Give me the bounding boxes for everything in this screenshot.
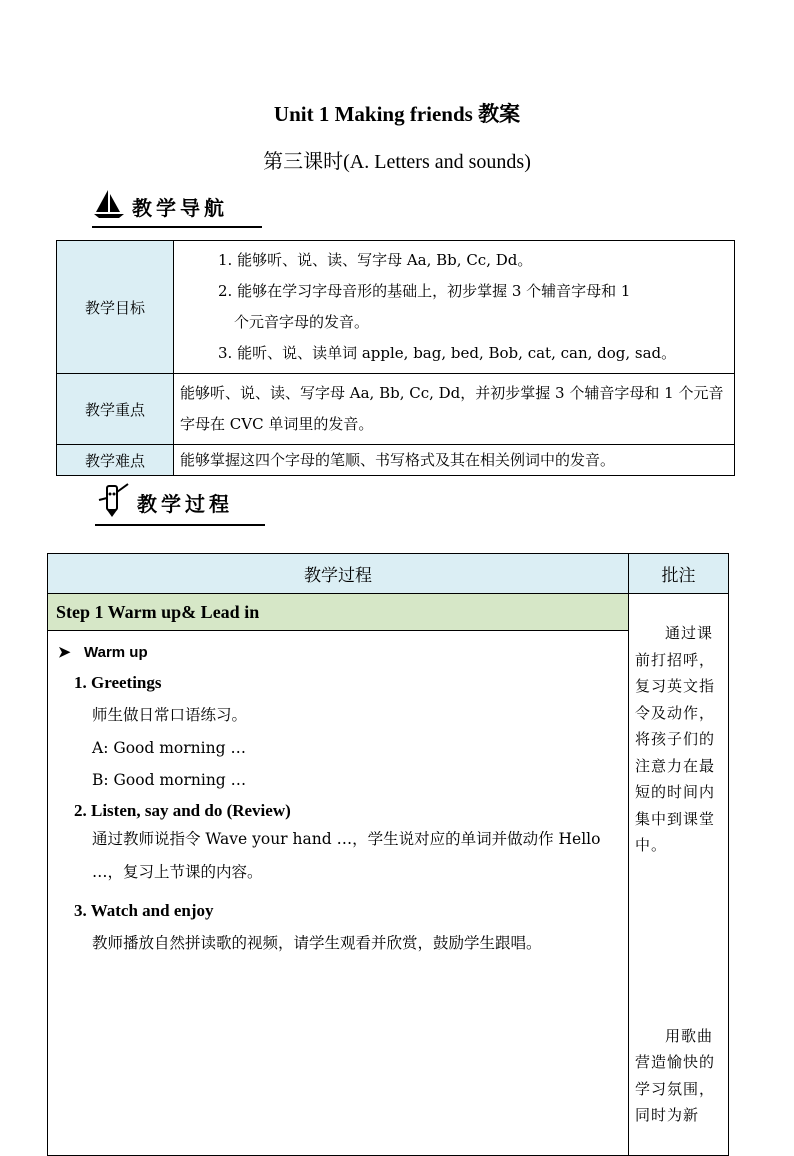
goal-3: 3. 能听、说、读单词 apple, bag, bed, Bob, cat, can, dog, sad。 — [218, 344, 677, 362]
item-3-desc: 教师播放自然拼读歌的视频，请学生观看并欣赏，鼓励学生跟唱。 — [92, 934, 542, 952]
pencil-figure-icon — [95, 482, 131, 522]
item-1-desc: 师生做日常口语练习。 — [92, 706, 248, 724]
difficult-label: 教学难点 — [57, 445, 174, 476]
note-2: 用歌曲营造愉快的学习氛围，同时为新 — [635, 1026, 716, 1124]
item-1-line-b: B: Good morning … — [92, 771, 247, 789]
difficult-text: 能够掌握这四个字母的笔顺、书写格式及其在相关例词中的发音。 — [174, 445, 735, 476]
document-subtitle: 第三课时(A. Letters and sounds) — [263, 151, 531, 173]
document-title: Unit 1 Making friends 教案 — [273, 102, 521, 126]
key-text: 能够听、说、读、写字母 Aa, Bb, Cc, Dd，并初步掌握 3 个辅音字母和 1 个元音字母在 CVC 单词里的发音。 — [174, 374, 735, 445]
goal-2: 2. 能够在学习字母音形的基础上，初步掌握 3 个辅音字母和 1 — [218, 282, 631, 300]
teaching-process-header — [95, 482, 233, 522]
notes-cell — [629, 594, 729, 1156]
teaching-process-table — [47, 553, 729, 1156]
goals-cell — [174, 241, 735, 374]
goals-label: 教学目标 — [57, 241, 174, 374]
item-1-title: 1. Greetings — [74, 673, 162, 692]
process-col-header: 教学过程 — [48, 554, 629, 594]
section-label: 教学导航 — [132, 195, 228, 220]
sailboat-icon — [92, 188, 126, 224]
key-label: 教学重点 — [57, 374, 174, 445]
teaching-nav-table — [56, 240, 735, 476]
goal-1: 1. 能够听、说、读、写字母 Aa, Bb, Cc, Dd。 — [218, 251, 533, 269]
arrow-bullet-icon: ➤ — [58, 644, 71, 661]
item-1-line-a: A: Good morning … — [92, 739, 246, 757]
warm-up-bullet — [58, 643, 628, 661]
item-2-desc: 通过教师说指令 Wave your hand …，学生说对应的单词并做动作 Hello …，复习上节课的内容。 — [92, 830, 601, 881]
warm-up-label: Warm up — [84, 644, 148, 661]
item-2-title: 2. Listen, say and do (Review) — [74, 801, 291, 820]
step-1-content — [48, 631, 629, 1156]
note-1: 通过课前打招呼，复习英文指令及动作，将孩子们的注意力在最短的时间内集中到课堂中。 — [635, 624, 716, 854]
teaching-nav-header — [92, 188, 228, 224]
item-3-title: 3. Watch and enjoy — [74, 901, 214, 920]
section-label: 教学过程 — [137, 491, 233, 516]
notes-col-header: 批注 — [629, 554, 729, 594]
step-1-header: Step 1 Warm up& Lead in — [48, 594, 629, 631]
goal-2-cont: 个元音字母的发音。 — [234, 313, 370, 331]
